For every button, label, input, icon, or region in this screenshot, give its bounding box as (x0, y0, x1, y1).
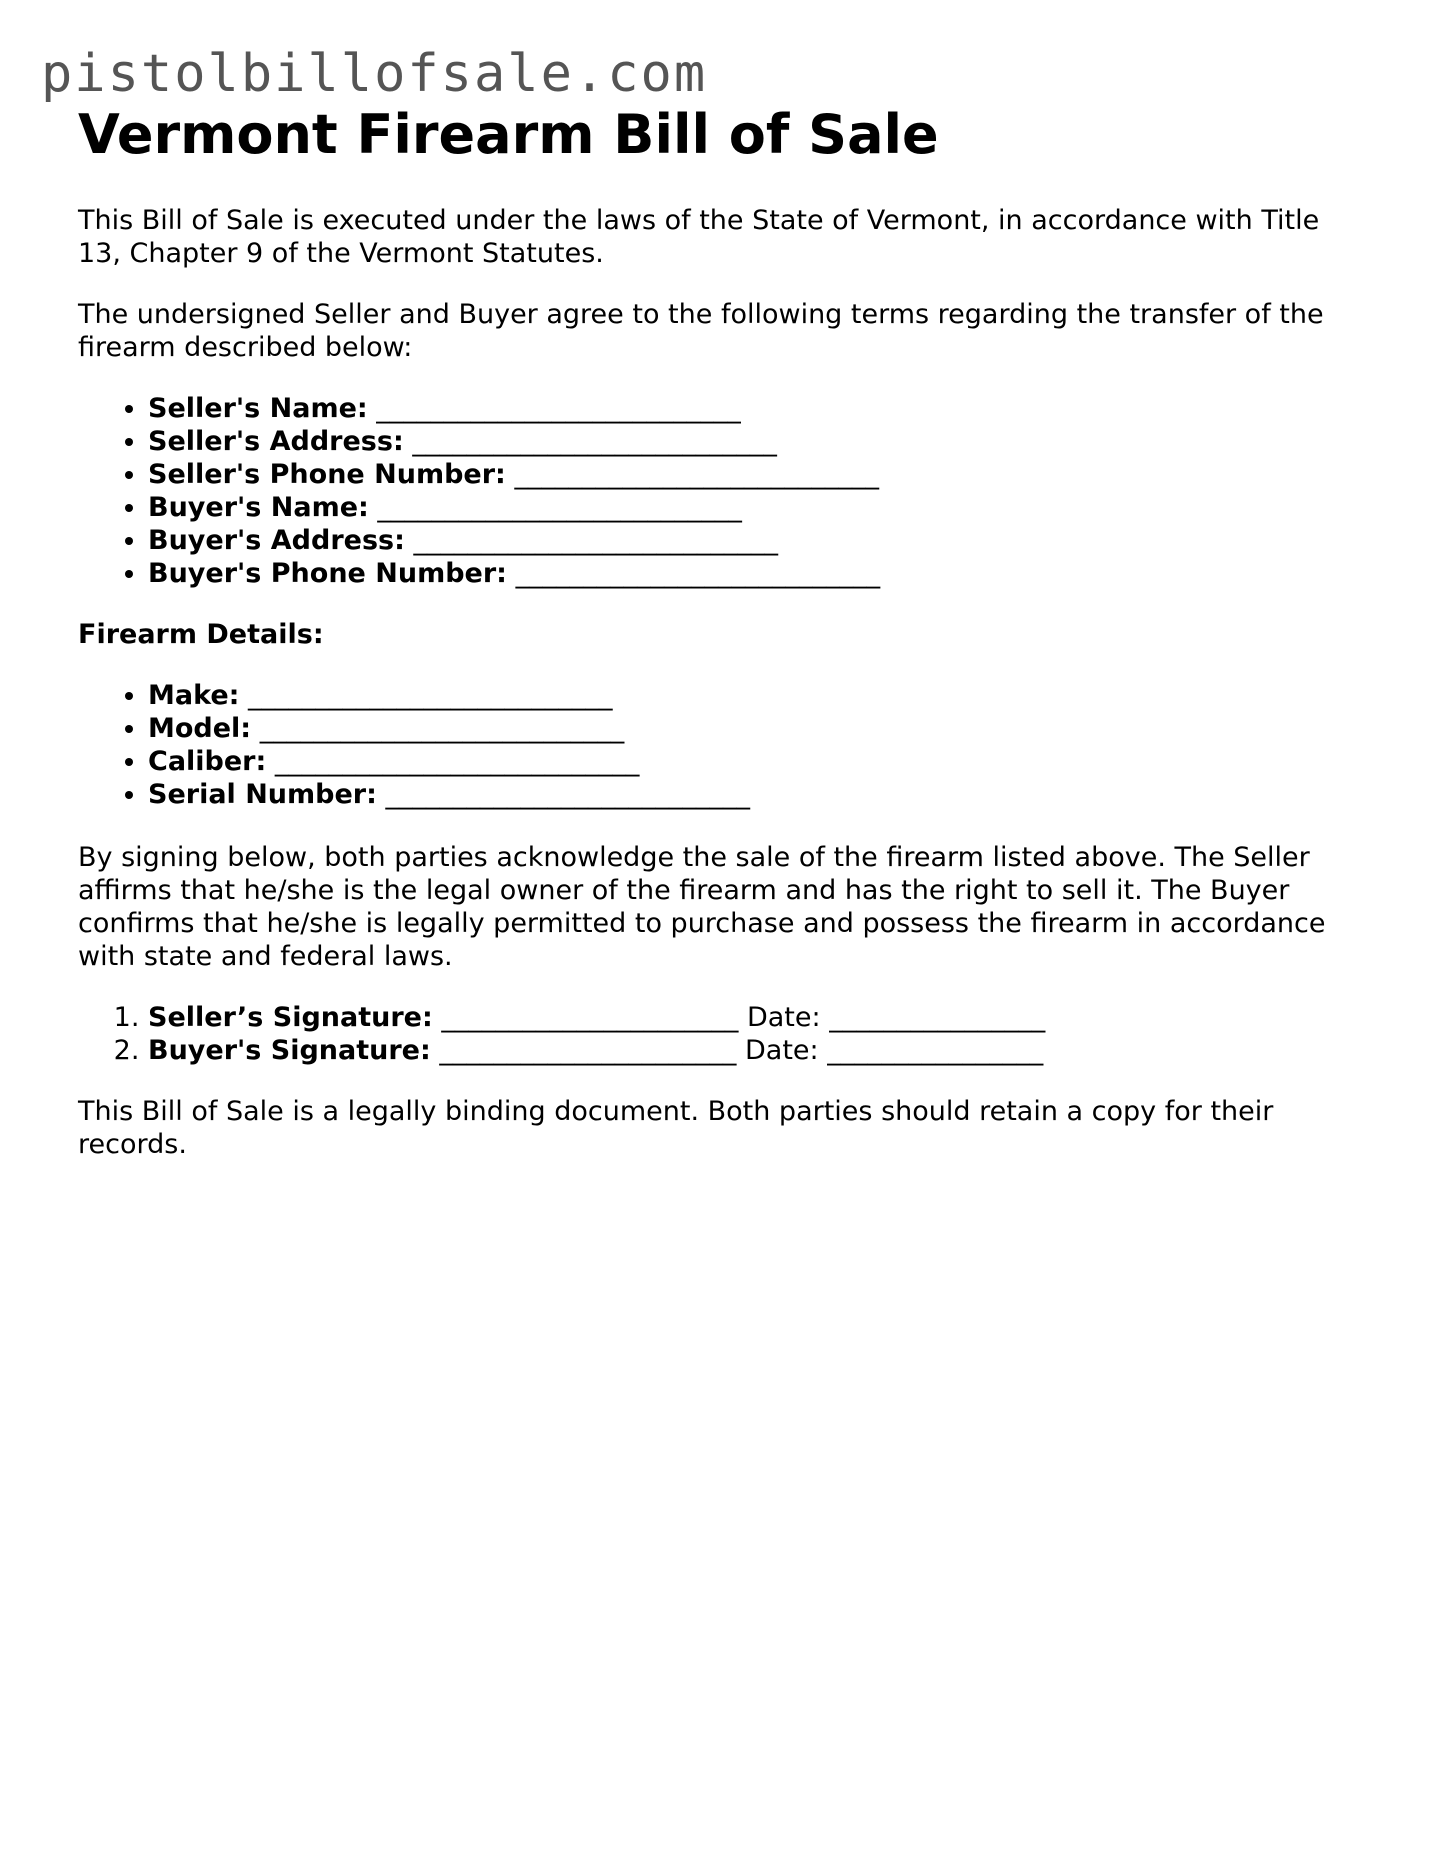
field-label: Serial Number: (148, 779, 377, 810)
party-field-buyer-name (148, 491, 1368, 524)
field-label: Caliber: (148, 746, 267, 777)
intro-paragraph: This Bill of Sale is executed under the laws of the State of Vermont, in accordance with Title 13, Chapter 9 of the Vermont Statutes. (78, 205, 1320, 269)
terms-paragraph: The undersigned Seller and Buyer agree to the following terms regarding the transfer of the firearm described below: (78, 299, 1324, 363)
party-field-buyer-address (148, 524, 1368, 557)
signature-label: Seller’s Signature: (148, 1002, 433, 1033)
date-blank[interactable]: ________________ (827, 1035, 1044, 1066)
fill-in-blank[interactable]: ___________________________ (514, 459, 879, 490)
field-label: Seller's Name: (148, 393, 368, 424)
signature-blank[interactable]: ______________________ (439, 1035, 737, 1066)
site-watermark: pistolbillofsale.com (41, 44, 708, 104)
fill-in-blank[interactable]: ___________________________ (515, 558, 881, 589)
party-field-seller-address (148, 425, 1368, 458)
date-blank[interactable]: ________________ (829, 1002, 1046, 1033)
fill-in-blank[interactable]: ___________________________ (412, 426, 777, 457)
party-field-buyer-phone (148, 557, 1368, 590)
signature-line-seller (148, 1001, 1368, 1034)
date-label: Date: (744, 1035, 819, 1066)
fill-in-blank[interactable]: ___________________________ (274, 746, 640, 777)
field-label: Model: (148, 713, 252, 744)
fill-in-blank[interactable]: ___________________________ (259, 713, 625, 744)
firearm-field-caliber (148, 745, 1368, 778)
firearm-field-model (148, 712, 1368, 745)
fill-in-blank[interactable]: ___________________________ (413, 525, 778, 556)
field-label: Buyer's Phone Number: (148, 558, 507, 589)
signature-blank[interactable]: ______________________ (441, 1002, 739, 1033)
firearm-field-make (148, 679, 1368, 712)
fill-in-blank[interactable]: ___________________________ (385, 779, 751, 810)
document-title: Vermont Firearm Bill of Sale (78, 103, 939, 166)
party-field-seller-name (148, 392, 1368, 425)
firearm-details-heading: Firearm Details: (78, 619, 324, 650)
field-label: Seller's Address: (148, 426, 404, 457)
document-body (78, 96, 1368, 1161)
field-label: Make: (148, 680, 240, 711)
field-label: Buyer's Name: (148, 492, 369, 523)
firearm-fields-list (78, 679, 1368, 811)
acknowledgment-paragraph: By signing below, both parties acknowledge the sale of the firearm listed above. The Seller affirms that he/she is the legal owner of the firearm and has the right to sell it. The Buyer confirms that he/she is legally permitted to purchase and possess the firearm in accordance with state and federal laws. (78, 842, 1326, 972)
field-label: Seller's Phone Number: (148, 459, 506, 490)
signature-line-buyer (148, 1034, 1368, 1067)
firearm-field-serial-number (148, 778, 1368, 811)
closing-paragraph: This Bill of Sale is a legally binding document. Both parties should retain a copy for their records. (78, 1096, 1274, 1160)
fill-in-blank[interactable]: ___________________________ (376, 393, 741, 424)
party-fields-list (78, 392, 1368, 590)
fill-in-blank[interactable]: ___________________________ (248, 680, 613, 711)
field-label: Buyer's Address: (148, 525, 405, 556)
fill-in-blank[interactable]: ___________________________ (377, 492, 742, 523)
party-field-seller-phone (148, 458, 1368, 491)
signature-list (78, 1001, 1368, 1067)
signature-label: Buyer's Signature: (148, 1035, 431, 1066)
date-label: Date: (746, 1002, 821, 1033)
